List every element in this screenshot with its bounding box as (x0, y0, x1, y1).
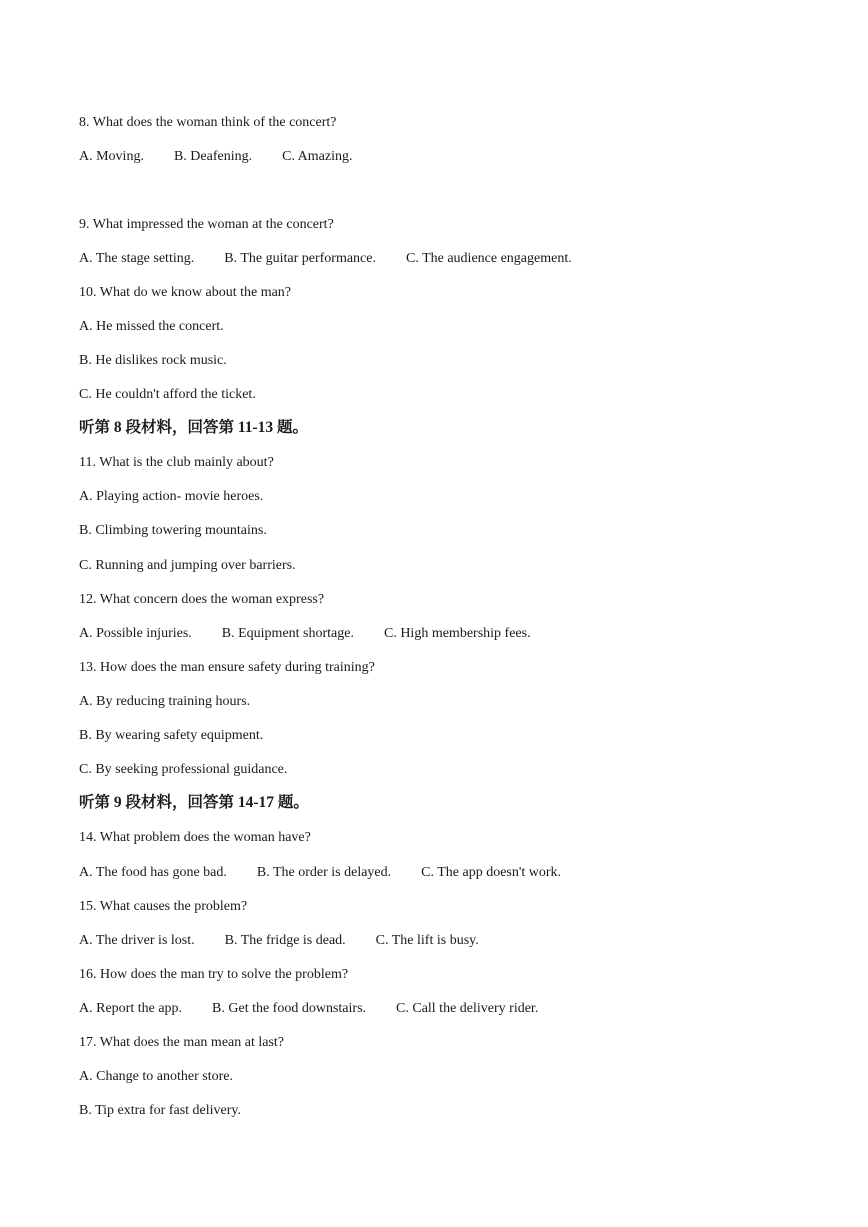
option-b: B. Equipment shortage. (221, 626, 354, 641)
option-a: A. The stage setting. (79, 251, 195, 266)
section-heading-9: 听第 9 段材料，回答第 14-17 题。 (79, 794, 309, 811)
question-11-stem: 11. What is the club mainly about? (79, 455, 274, 470)
option-c: C. The audience engagement. (405, 251, 572, 266)
question-8-stem: 8. What does the woman think of the concert? (79, 115, 337, 130)
question-9-stem: 9. What impressed the woman at the concert? (79, 217, 334, 232)
question-16-options (79, 1000, 538, 1018)
question-9-options (79, 250, 572, 268)
question-14-stem: 14. What problem does the woman have? (79, 830, 311, 845)
question-10-option-a: A. He missed the concert. (79, 319, 224, 334)
section-heading-8: 听第 8 段材料，回答第 11-13 题。 (79, 419, 309, 436)
question-17-option-a: A. Change to another store. (79, 1069, 233, 1084)
question-13-option-b: B. By wearing safety equipment. (79, 728, 264, 743)
option-b: B. The order is delayed. (256, 865, 392, 880)
option-a: A. The driver is lost. (79, 933, 195, 948)
question-11-option-c: C. Running and jumping over barriers. (79, 558, 296, 573)
option-c: C. The lift is busy. (375, 933, 479, 948)
option-c: C. Call the delivery rider. (396, 1001, 539, 1016)
option-a: A. The food has gone bad. (79, 865, 227, 880)
option-c: C. The app doesn't work. (421, 865, 562, 880)
option-c: C. High membership fees. (383, 626, 531, 641)
question-11-option-b: B. Climbing towering mountains. (79, 523, 267, 538)
question-14-options (79, 864, 561, 882)
question-17-stem: 17. What does the man mean at last? (79, 1035, 285, 1050)
question-13-option-c: C. By seeking professional guidance. (79, 762, 288, 777)
question-12-stem: 12. What concern does the woman express? (79, 592, 325, 607)
question-11-option-a: A. Playing action- movie heroes. (79, 489, 264, 504)
question-13-option-a: A. By reducing training hours. (79, 694, 251, 709)
question-10-option-b: B. He dislikes rock music. (79, 353, 227, 368)
option-b: B. The fridge is dead. (224, 933, 346, 948)
option-c: C. Amazing. (282, 149, 353, 164)
option-a: A. Moving. (79, 149, 144, 164)
question-17-option-b: B. Tip extra for fast delivery. (79, 1103, 242, 1118)
option-a: A. Report the app. (79, 1001, 183, 1016)
option-b: B. Get the food downstairs. (212, 1001, 367, 1016)
option-b: B. Deafening. (173, 149, 253, 164)
question-8-options (79, 148, 353, 166)
question-15-options (79, 932, 479, 950)
question-13-stem: 13. How does the man ensure safety during training? (79, 660, 375, 675)
option-a: A. Possible injuries. (79, 626, 192, 641)
question-10-option-c: C. He couldn't afford the ticket. (79, 387, 256, 402)
question-12-options (79, 625, 531, 643)
question-16-stem: 16. How does the man try to solve the problem? (79, 967, 349, 982)
question-10-stem: 10. What do we know about the man? (79, 285, 292, 300)
question-15-stem: 15. What causes the problem? (79, 899, 248, 914)
option-b: B. The guitar performance. (224, 251, 376, 266)
